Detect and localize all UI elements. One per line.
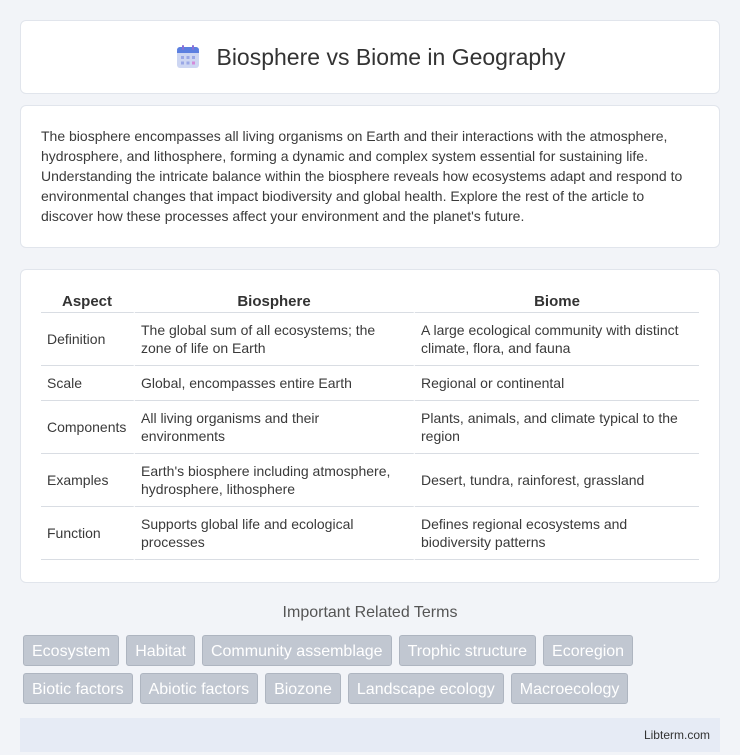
header-aspect: Aspect: [41, 290, 135, 313]
cell-aspect: Definition: [41, 313, 135, 366]
cell-biosphere: The global sum of all ecosystems; the zone of life on Earth: [135, 313, 415, 366]
cell-biome: Defines regional ecosystems and biodiversity patterns: [415, 507, 699, 560]
cell-aspect: Function: [41, 507, 135, 560]
tag-biozone[interactable]: Biozone: [265, 673, 341, 704]
tag-ecoregion[interactable]: Ecoregion: [543, 635, 633, 666]
comparison-table-card: [20, 269, 720, 583]
related-terms-title: Important Related Terms: [282, 604, 458, 621]
related-terms-list: [20, 635, 720, 704]
tag-macroecology[interactable]: Macroecology: [511, 673, 629, 704]
cell-biome: Desert, tundra, rainforest, grassland: [415, 454, 699, 507]
tag-biotic-factors[interactable]: Biotic factors: [23, 673, 133, 704]
intro-text: The biosphere encompasses all living organisms on Earth and their interactions with the atmosphere, hydrosphere, and lithosphere, forming a dynamic and complex system essential for sustaining life. Understanding the intricate balance within the biosphere reveals how ecosystems adapt and respond to environmental changes that impact biodiversity and global health. Explore the rest of the article to discover how these processes affect your environment and the planet's future.: [41, 128, 683, 224]
cell-biome: A large ecological community with distinct climate, flora, and fauna: [415, 313, 699, 366]
cell-biome: Plants, animals, and climate typical to the region: [415, 401, 699, 454]
table-header-row: [41, 290, 699, 313]
header-biosphere: Biosphere: [135, 290, 415, 313]
comparison-table: [41, 290, 699, 560]
calendar-icon: [174, 43, 202, 71]
footer-site-link[interactable]: Libterm.com: [643, 728, 710, 742]
intro-card: [20, 105, 720, 248]
cell-biosphere: Global, encompasses entire Earth: [135, 366, 415, 401]
cell-aspect: Components: [41, 401, 135, 454]
table-row: [41, 507, 699, 560]
tag-landscape-ecology[interactable]: Landscape ecology: [348, 673, 504, 704]
page-title: Biosphere vs Biome in Geography: [216, 43, 566, 70]
table-row: [41, 454, 699, 507]
table-row: [41, 401, 699, 454]
tag-abiotic-factors[interactable]: Abiotic factors: [140, 673, 258, 704]
header-biome: Biome: [415, 290, 699, 313]
tag-community-assemblage[interactable]: Community assemblage: [202, 635, 392, 666]
cell-aspect: Examples: [41, 454, 135, 507]
header-card: [20, 20, 720, 94]
footer: [20, 718, 720, 752]
cell-biosphere: Earth's biosphere including atmosphere, hydrosphere, lithosphere: [135, 454, 415, 507]
tag-habitat[interactable]: Habitat: [126, 635, 195, 666]
cell-aspect: Scale: [41, 366, 135, 401]
cell-biosphere: All living organisms and their environments: [135, 401, 415, 454]
tag-trophic-structure[interactable]: Trophic structure: [399, 635, 536, 666]
cell-biosphere: Supports global life and ecological processes: [135, 507, 415, 560]
tag-ecosystem[interactable]: Ecosystem: [23, 635, 119, 666]
table-row: [41, 313, 699, 366]
table-row: [41, 366, 699, 401]
cell-biome: Regional or continental: [415, 366, 699, 401]
